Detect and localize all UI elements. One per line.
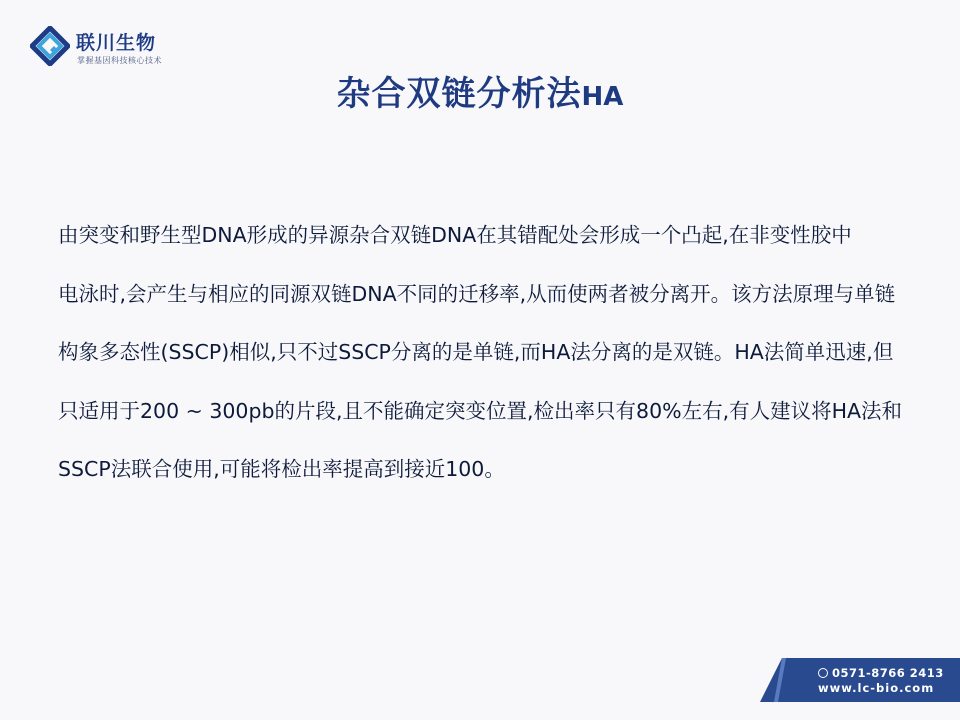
footer-band: [760, 658, 960, 702]
footer-phone: [818, 666, 944, 680]
page-title: [0, 66, 960, 115]
logo-name: 联川生物: [76, 32, 157, 54]
body-text: [58, 206, 910, 499]
paragraph-2: 电泳时,会产生与相应的同源双链DNA不同的迁移率,从而使两者被分离开。该方法原理与单链构象多态性(SSCP)相似,只不过SSCP分离的是单链,而HA法分离的是双链。HA法简单迅速,但只适用于200 ~ 300pb的片段,且不能确定突变位置,检出率只有80%左右,有人建议将HA法和SSCP法联合使用,可能将检出率提高到接近100。: [58, 281, 903, 481]
phone-icon: [818, 668, 828, 678]
footer-website: www.lc-bio.com: [818, 681, 935, 695]
footer-phone-number: 0571-8766 2413: [832, 666, 944, 680]
company-logo: [30, 26, 180, 70]
paragraph-1: 由突变和野生型DNA形成的异源杂合双链DNA在其错配处会形成一个凸起,在非变性胶中: [58, 223, 852, 247]
logo-tagline: 掌握基因科技核心技术: [77, 56, 162, 65]
page-title-suffix: HA: [581, 82, 624, 112]
diamond-logo-icon: [30, 26, 70, 66]
page-title-main: 杂合双链分析法: [336, 74, 582, 114]
